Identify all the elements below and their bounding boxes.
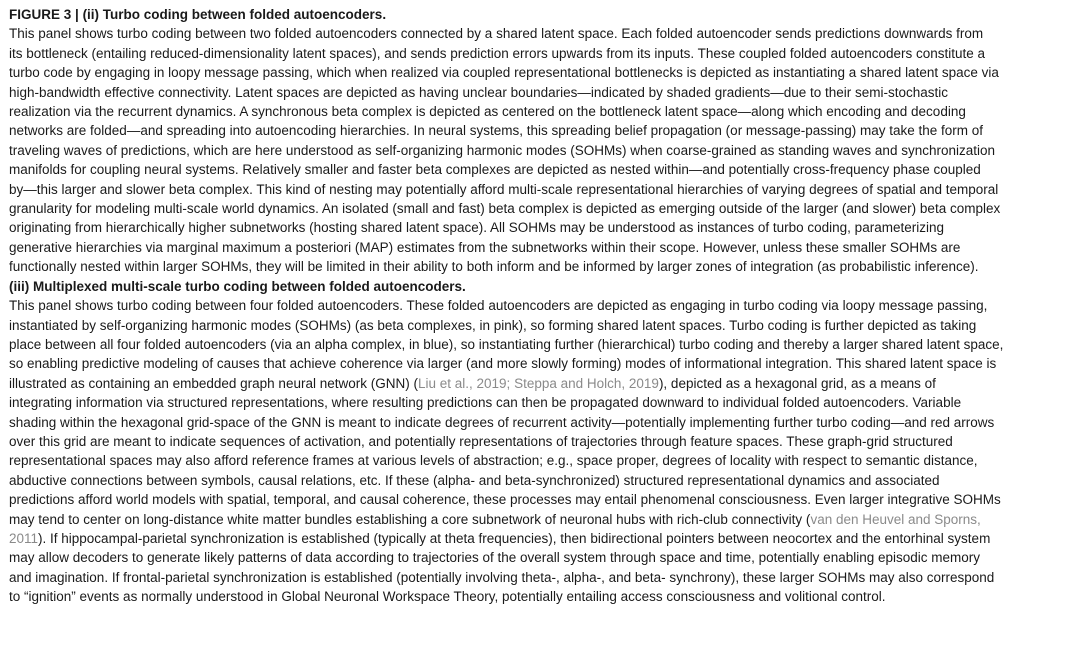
text-line: so enabling predictive modeling of causes that achieve coherence via larger (and more slowly forming) modes of informational integration. This shared latent space is	[9, 356, 997, 372]
text-line: representational spaces may also afford reference frames at various levels of abstraction; e.g., space proper, degrees of locality with respect to semantic distance,	[9, 453, 978, 469]
section-iii-title: (iii) Multiplexed multi-scale turbo coding between folded autoencoders.	[9, 278, 466, 294]
text-segment: ). If hippocampal-parietal synchronization is established (typically at theta frequencies), then bidirectional pointers between neocortex and the entorhinal system	[38, 530, 991, 546]
text-line: This panel shows turbo coding between four folded autoencoders. These folded autoencoders are depicted as engaging in turbo coding via loopy message passing,	[9, 298, 988, 314]
text-line: may allow decoders to generate likely patterns of data according to trajectories of the overall system through space and time, potentially enabling episodic memory	[9, 550, 981, 566]
text-line: its bottleneck (entailing reduced-dimensionality latent spaces), and sends prediction errors upwards from its inputs. These coupled folded autoencoders constitute a	[9, 45, 986, 61]
text-line: and imagination. If frontal-parietal synchronization is established (potentially involving theta-, alpha-, and beta- synchrony), these larger SOHMs may also correspond	[9, 569, 995, 585]
text-line: place between all four folded autoencoders (via an alpha complex, in blue), so instantiating further (hierarchical) turbo coding and thereby a larger shared latent space,	[9, 336, 1004, 352]
figure-label: FIGURE 3 |	[9, 7, 79, 22]
text-line: realization via the recurrent dynamics. A synchronous beta complex is depicted as centered on the bottleneck latent space—along which encoding and decoding	[9, 104, 966, 120]
citation-link[interactable]: van den Heuvel and Sporns,	[810, 511, 981, 527]
text-line: high-bandwidth effective connectivity. Latent spaces are depicted as having unclear boundaries—indicated by shaded gradients—due to their semi-stochastic	[9, 84, 949, 100]
text-line: abductive connections between symbols, causal relations, etc. If these (alpha- and beta-synchronized) structured representational dynamics and associated	[9, 472, 940, 488]
citation-link[interactable]: Steppa and Holch, 2019	[514, 375, 659, 391]
section-ii-body	[9, 24, 1073, 276]
text-line: traveling waves of predictions, which are here understood as self-organizing harmonic modes (SOHMs) when coarse-grained as standing waves and synchronization	[9, 142, 996, 158]
text-line: predictions afford world models with spatial, temporal, and causal coherence, these processes may entail phenomenal consciousness. Even larger integrative SOHMs	[9, 492, 1001, 508]
citation-link[interactable]: 2011	[9, 530, 39, 546]
text-line: granularity for modeling multi-scale world dynamics. An isolated (small and fast) beta complex is depicted as emerging outside of the larger (and slower) beta complex	[9, 201, 1001, 217]
text-line: generative hierarchies via marginal maximum a posteriori (MAP) estimates from the subnetworks within their scope. However, unless these smaller SOHMs are	[9, 239, 961, 255]
text-line: This panel shows turbo coding between two folded autoencoders connected by a shared latent space. Each folded autoencoder sends predictions downwards from	[9, 26, 984, 42]
text-segment: may tend to center on long-distance white matter bundles establishing a core subnetwork of neuronal hubs with rich-club connectivity (	[9, 511, 811, 527]
section-ii-title: (ii) Turbo coding between folded autoencoders.	[82, 7, 387, 22]
text-line: originating from hierarchically higher subnetworks (hosting shared latent space). All SOHMs may be understood as instances of turbo coding, parameterizing	[9, 220, 944, 236]
text-line: manifolds for coupling neural systems. Relatively smaller and faster beta complexes are depicted as nested within—and potentially cross-frequency phase coupled	[9, 162, 981, 178]
text-segment: ), depicted as a hexagonal grid, as a means of	[658, 375, 936, 391]
text-line	[9, 510, 1073, 529]
text-line: shading within the hexagonal grid-space of the GNN is meant to indicate degrees of recurrent activity—potentially implementing further turbo coding—and red arrows	[9, 414, 995, 430]
text-line: networks are folded—and spreading into autoencoding hierarchies. In neural systems, this spreading belief propagation (or message-passing) may take the form of	[9, 123, 984, 139]
citation-separator: ;	[506, 375, 515, 391]
text-line: by—this larger and slower beta complex. This kind of nesting may potentially afford multi-scale representational hierarchies of varying degrees of spatial and temporal	[9, 181, 999, 197]
text-segment: illustrated as containing an embedded graph neural network (GNN) (	[9, 375, 418, 391]
text-line: over this grid are meant to indicate sequences of activation, and potentially representations of trajectories through feature spaces. These graph-grid structured	[9, 433, 953, 449]
text-line	[9, 529, 1073, 548]
text-line: integrating information via structured representations, where resulting predictions can then be propagated downward to individual folded autoencoders. Variable	[9, 395, 962, 411]
citation-link[interactable]: Liu et al., 2019	[417, 375, 507, 391]
text-line	[9, 374, 1073, 393]
text-line: to “ignition” events as normally understood in Global Neuronal Workspace Theory, potentially entailing access consciousness and volitional control.	[9, 589, 886, 605]
text-line: functionally nested within larger SOHMs, they will be limited in their ability to both inform and be informed by larger zones of integration (as probabilistic inference).	[9, 259, 979, 275]
section-iii-body	[9, 296, 1073, 607]
figure-heading	[9, 5, 1073, 24]
text-line: instantiated by self-organizing harmonic modes (SOHMs) (as beta complexes, in pink), so forming shared latent spaces. Turbo coding is further depicted as taking	[9, 317, 977, 333]
text-line: turbo code by engaging in loopy message passing, which when realized via coupled representational bottlenecks is depicted as instantiating a shared latent space via	[9, 65, 999, 81]
